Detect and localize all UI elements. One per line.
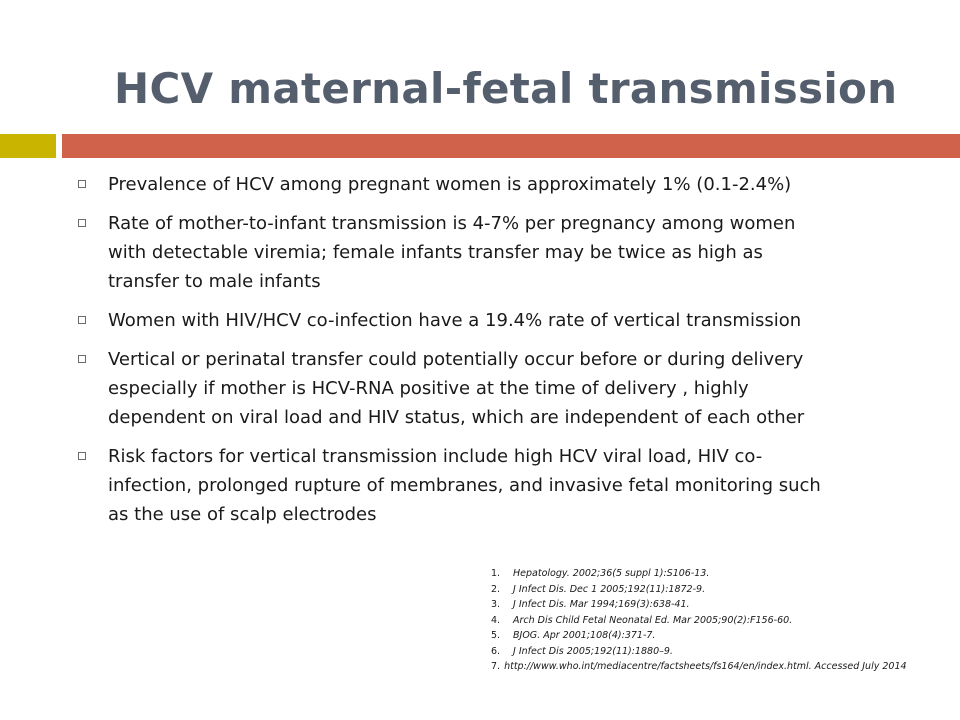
reference-item [491,582,956,598]
bullet-text: with detectable viremia; female infants transfer may be twice as high as [108,242,763,263]
hollow-square-icon [78,355,86,363]
bullet-text: Women with HIV/HCV co-infection have a 19.4% rate of vertical transmission [108,310,802,331]
reference-text: J Infect Dis. Mar 1994;169(3):638-41. [513,599,690,610]
reference-number: 2. [491,583,501,595]
title-accent-bar [62,134,960,158]
bullet-text: Risk factors for vertical transmission include high HCV viral load, HIV co- [108,446,763,467]
reference-number: 5. [491,630,501,641]
bullet-item [78,442,878,529]
bullet-text: transfer to male infants [108,271,321,292]
reference-text: Hepatology. 2002;36(5 suppl 1):S106-13. [513,568,710,579]
slide-title: HCV maternal-fetal transmission [114,64,898,113]
hollow-square-icon [78,219,86,227]
bullet-text: infection, prolonged rupture of membranes, and invasive fetal monitoring such [108,475,821,496]
reference-link[interactable]: http://www.who.int/mediacentre/factsheets/fs164/en/index.html. Accessed July 2014 [504,661,907,672]
title-accent-block [0,134,56,158]
reference-number: 6. [491,645,501,657]
reference-item [491,613,956,629]
bullet-text: dependent on viral load and HIV status, which are independent of each other [108,407,805,428]
bullet-list [78,170,878,539]
reference-list [491,566,956,675]
reference-item [491,628,956,644]
bullet-item [78,170,878,199]
bullet-text: Rate of mother-to-infant transmission is 4-7% per pregnancy among women [108,213,796,234]
bullet-item [78,209,878,296]
bullet-text: Prevalence of HCV among pregnant women is approximately 1% (0.1-2.4%) [108,174,792,195]
reference-text: BJOG. Apr 2001;108(4):371-7. [513,630,656,641]
bullet-item [78,345,878,432]
hollow-square-icon [78,316,86,324]
reference-number: 1. [491,568,501,579]
reference-item [491,566,956,582]
hollow-square-icon [78,180,86,188]
reference-item [491,644,956,660]
reference-number: 3. [491,599,501,610]
reference-text: Arch Dis Child Fetal Neonatal Ed. Mar 2005;90(2):F156-60. [513,614,793,626]
reference-text: J Infect Dis. Dec 1 2005;192(11):1872-9. [513,583,706,595]
reference-item [491,659,956,675]
reference-number: 4. [491,614,501,626]
reference-number: 7. [491,661,501,672]
bullet-item [78,306,878,335]
bullet-text: especially if mother is HCV-RNA positive at the time of delivery , highly [108,378,749,399]
bullet-text: Vertical or perinatal transfer could potentially occur before or during delivery [108,349,804,370]
reference-text: J Infect Dis 2005;192(11):1880–9. [513,645,673,657]
hollow-square-icon [78,452,86,460]
bullet-text: as the use of scalp electrodes [108,504,377,525]
reference-item [491,597,956,613]
